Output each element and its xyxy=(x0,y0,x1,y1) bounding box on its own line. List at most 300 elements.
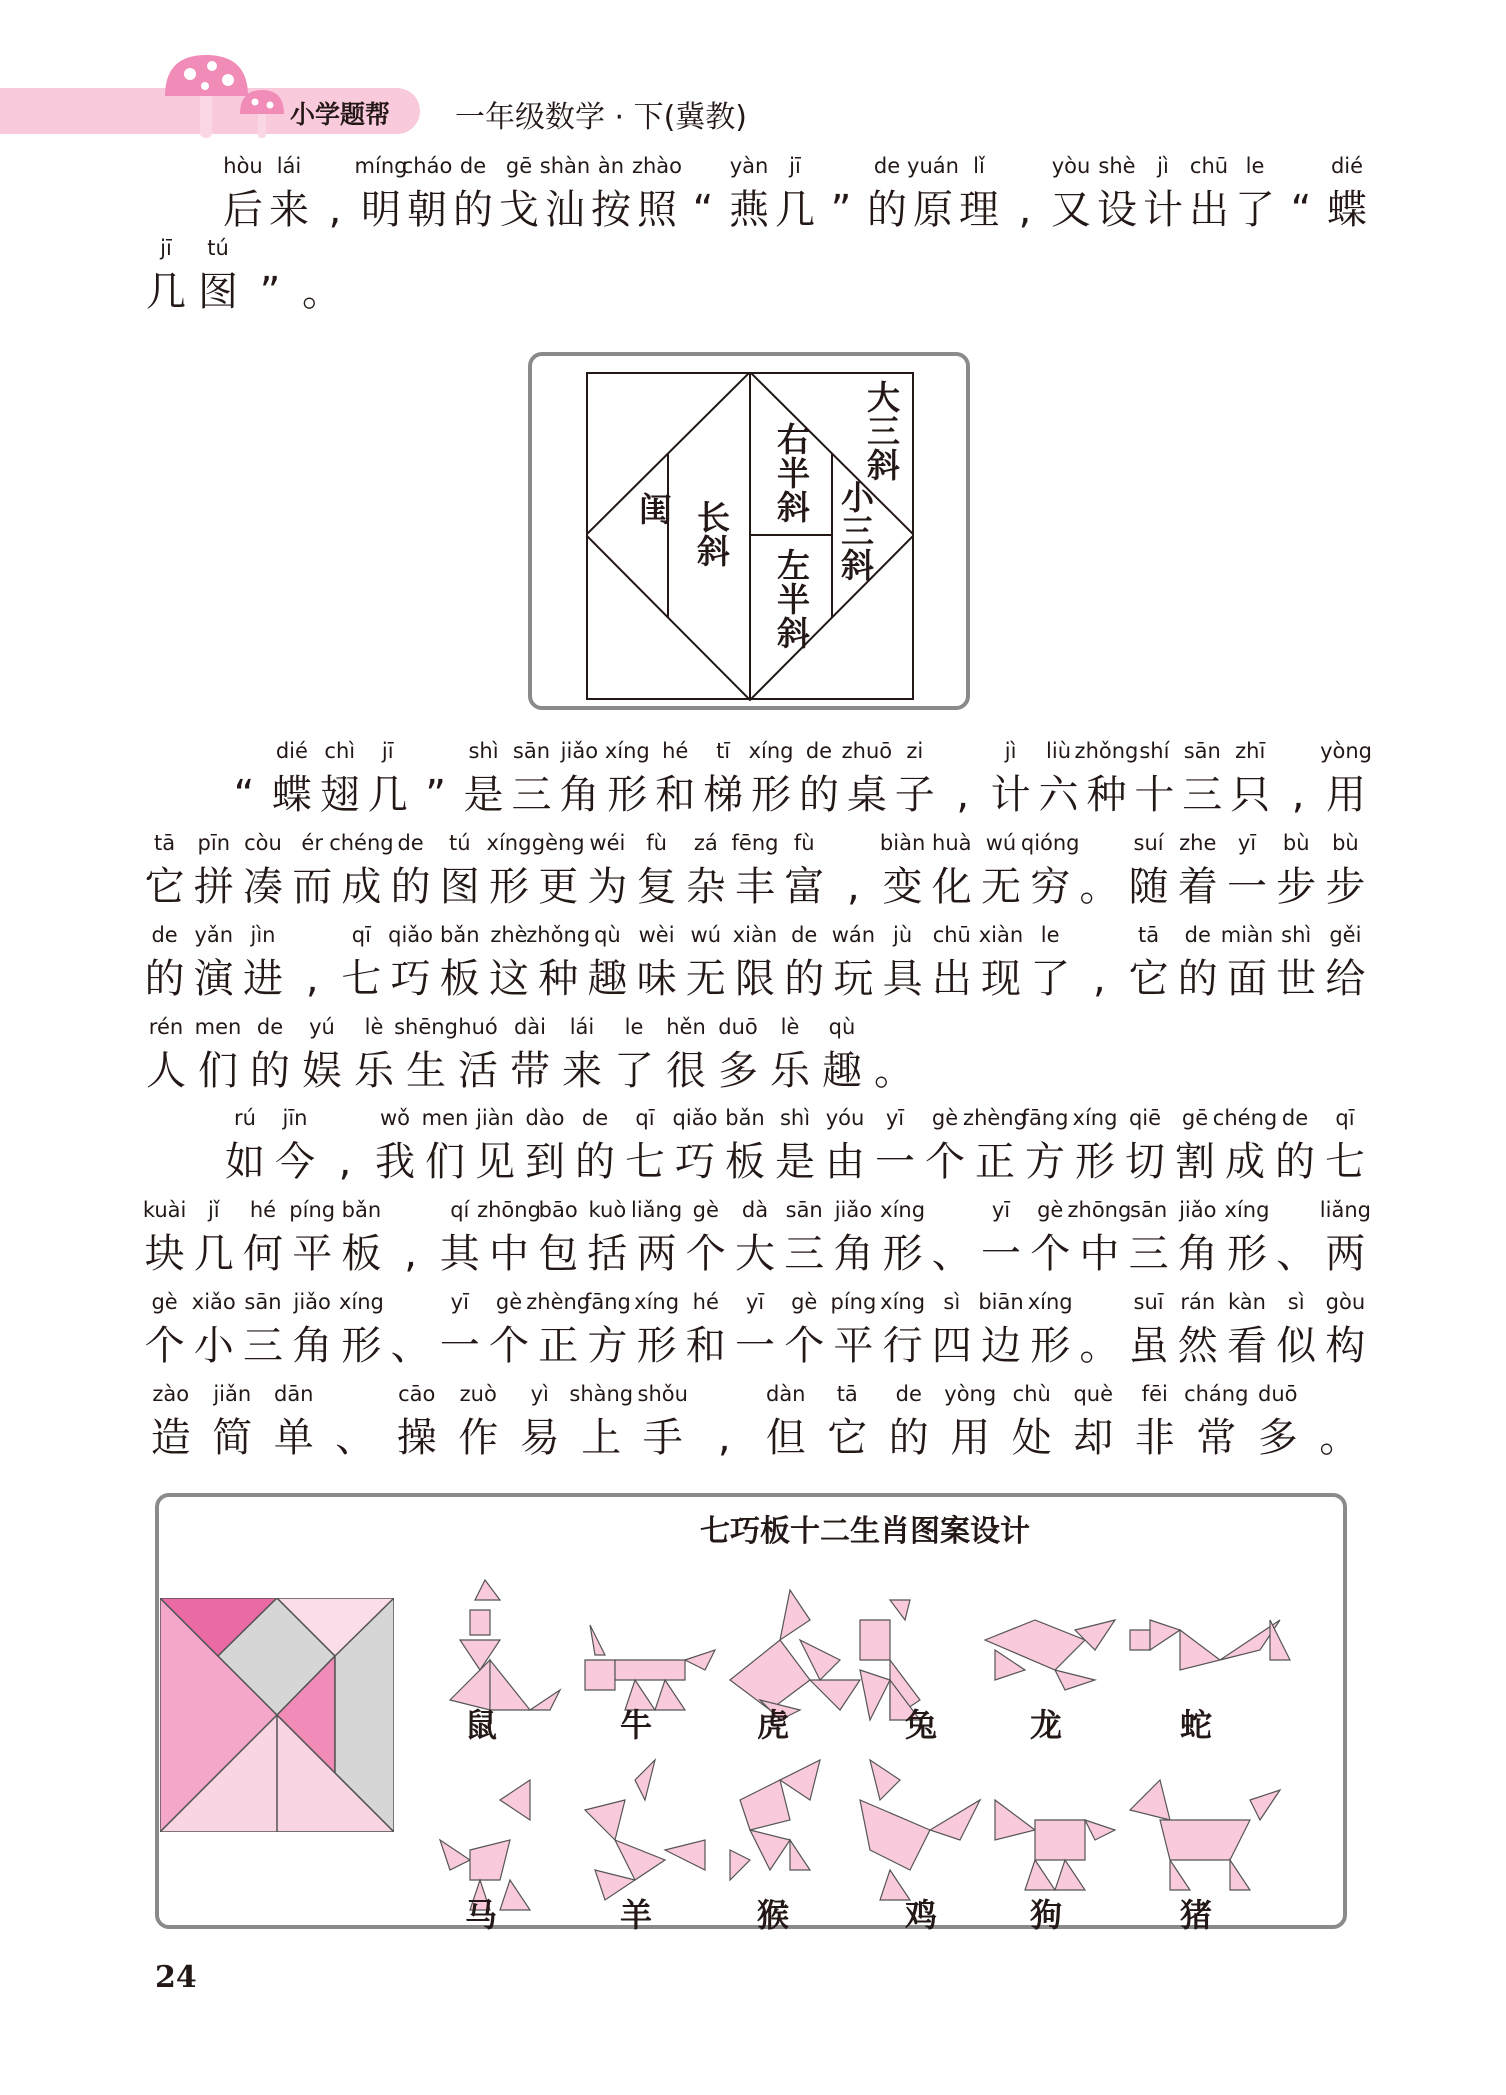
hanzi: 的 xyxy=(250,1048,290,1094)
pinyin: bǎn xyxy=(440,923,480,947)
hanzi: 一 xyxy=(980,1231,1021,1277)
pinyin: què xyxy=(1073,1382,1114,1406)
hanzi: 了 xyxy=(1235,187,1275,233)
pinyin: xíng xyxy=(1072,1106,1118,1130)
pinyin: dài xyxy=(513,1015,547,1039)
hanzi: , xyxy=(328,187,342,233)
hanzi: 易 xyxy=(519,1415,560,1461)
hanzi: 的 xyxy=(1177,956,1218,1002)
hanzi: 形 xyxy=(488,864,529,910)
hanzi: 我 xyxy=(375,1139,415,1185)
text-line xyxy=(0,1194,1506,1284)
hanzi: 理 xyxy=(959,187,999,233)
hanzi: 是 xyxy=(463,772,504,818)
pinyin: fù xyxy=(793,831,815,855)
pinyin: yī xyxy=(885,1106,905,1130)
label-small-triangle: 小三斜 xyxy=(836,480,875,582)
word xyxy=(435,919,484,1007)
pinyin: fāng xyxy=(583,1290,631,1314)
pinyin: jì xyxy=(1157,154,1169,178)
hanzi: 为 xyxy=(587,864,628,910)
pinyin: qiǎo xyxy=(388,923,434,947)
pinyin: le xyxy=(1245,154,1265,178)
hanzi: 拼 xyxy=(193,864,234,910)
pinyin: zhǒng xyxy=(526,923,591,947)
word xyxy=(266,150,312,238)
hanzi: 演 xyxy=(193,956,234,1002)
pinyin: zuò xyxy=(459,1382,497,1406)
word xyxy=(927,1194,976,1282)
zodiac-label-row1-1: 牛 xyxy=(620,1706,653,1744)
word xyxy=(312,150,358,238)
pinyin: cāo xyxy=(398,1382,436,1406)
hanzi: 一 xyxy=(439,1323,480,1369)
hanzi: 复 xyxy=(636,864,677,910)
pinyin: xíng xyxy=(1027,1290,1073,1314)
word xyxy=(632,1378,694,1466)
word xyxy=(325,1378,387,1466)
word xyxy=(1178,735,1226,823)
hanzi: 化 xyxy=(931,864,972,910)
pinyin: hé xyxy=(662,739,689,763)
word xyxy=(288,919,337,1007)
hanzi: 出 xyxy=(931,956,972,1002)
word xyxy=(140,1378,202,1466)
hanzi: , xyxy=(847,864,860,910)
word xyxy=(288,1286,337,1374)
word xyxy=(963,1102,1027,1190)
word xyxy=(681,919,730,1007)
pinyin: zá xyxy=(693,831,718,855)
pinyin: sān xyxy=(1130,1198,1168,1222)
hanzi: 燕 xyxy=(729,187,769,233)
pinyin: liǎng xyxy=(1319,1198,1371,1222)
word xyxy=(829,827,878,915)
pinyin: kuò xyxy=(588,1198,627,1222)
pinyin: hòu xyxy=(223,154,263,178)
hanzi: 无 xyxy=(685,956,726,1002)
hanzi: 三 xyxy=(1182,772,1223,818)
pinyin: jī xyxy=(160,236,172,260)
hanzi: 明 xyxy=(361,187,401,233)
pinyin: sān xyxy=(1183,739,1221,763)
hanzi: 形 xyxy=(607,772,648,818)
hanzi: 后 xyxy=(223,187,263,233)
pinyin: de xyxy=(397,831,424,855)
pinyin: yī xyxy=(450,1290,469,1314)
hanzi: 又 xyxy=(1051,187,1091,233)
pinyin: lái xyxy=(569,1015,595,1039)
hanzi: 、 xyxy=(335,1415,376,1461)
pinyin: jǐ xyxy=(207,1198,220,1222)
pinyin: tī xyxy=(716,739,731,763)
hanzi: 十 xyxy=(1134,772,1175,818)
word xyxy=(460,735,508,823)
word xyxy=(1173,1194,1222,1282)
word xyxy=(660,1011,712,1099)
hanzi: , xyxy=(1018,187,1032,233)
word xyxy=(1324,150,1370,238)
word xyxy=(1070,1102,1120,1190)
pinyin: yī xyxy=(991,1198,1011,1222)
pinyin: wǒ xyxy=(379,1106,411,1130)
word xyxy=(192,1011,244,1099)
word xyxy=(386,1286,435,1374)
hanzi: 无 xyxy=(980,864,1021,910)
word xyxy=(364,735,412,823)
hanzi: 中 xyxy=(488,1231,529,1277)
hanzi: 只 xyxy=(1230,772,1271,818)
pinyin: qù xyxy=(594,923,621,947)
word xyxy=(829,1286,878,1374)
hanzi: 却 xyxy=(1073,1415,1114,1461)
hanzi: 单 xyxy=(273,1415,314,1461)
hanzi: 边 xyxy=(980,1323,1021,1369)
word xyxy=(1140,150,1186,238)
zodiac-label-row1-4: 龙 xyxy=(1030,1706,1063,1744)
word xyxy=(588,150,634,238)
hanzi: 了 xyxy=(614,1048,654,1094)
pinyin: lǐ xyxy=(973,154,985,178)
pinyin: men xyxy=(421,1106,469,1130)
word xyxy=(496,150,542,238)
hanzi: 个 xyxy=(1030,1231,1071,1277)
word xyxy=(337,919,386,1007)
pinyin: fēi xyxy=(1141,1382,1168,1406)
pinyin: lái xyxy=(276,154,302,178)
hanzi: 形 xyxy=(1030,1323,1071,1369)
word xyxy=(632,919,681,1007)
word xyxy=(238,827,287,915)
hanzi: 原 xyxy=(913,187,953,233)
pinyin: yòng xyxy=(944,1382,997,1406)
hanzi: 。 xyxy=(1319,1415,1360,1461)
word xyxy=(608,1011,660,1099)
hanzi: 常 xyxy=(1196,1415,1237,1461)
word xyxy=(1226,735,1274,823)
pinyin: zào xyxy=(152,1382,190,1406)
pinyin: gè xyxy=(495,1290,523,1314)
pinyin: fù xyxy=(646,831,667,855)
word xyxy=(202,1378,264,1466)
hanzi: 的 xyxy=(867,187,907,233)
pinyin: rán xyxy=(1180,1290,1216,1314)
word xyxy=(829,1194,878,1282)
word xyxy=(268,735,316,823)
word xyxy=(484,827,533,915)
word xyxy=(386,1194,435,1282)
word xyxy=(1124,1194,1173,1282)
zodiac-label-row1-0: 鼠 xyxy=(465,1706,498,1744)
word xyxy=(631,150,683,238)
hanzi: 杂 xyxy=(685,864,726,910)
hanzi: 简 xyxy=(212,1415,253,1461)
hanzi: 平 xyxy=(292,1231,333,1277)
word xyxy=(220,1102,270,1190)
hanzi: 来 xyxy=(269,187,309,233)
text-line xyxy=(0,827,1506,917)
pinyin: shàng xyxy=(569,1382,634,1406)
word xyxy=(263,1378,325,1466)
hanzi: 巧 xyxy=(390,956,431,1002)
word xyxy=(189,827,238,915)
hanzi: 种 xyxy=(1086,772,1127,818)
hanzi: 、 xyxy=(390,1323,431,1369)
word xyxy=(1321,827,1370,915)
word xyxy=(730,1194,779,1282)
hanzi: 富 xyxy=(784,864,825,910)
word xyxy=(770,1102,820,1190)
word xyxy=(1075,919,1124,1007)
hanzi: 。 xyxy=(302,269,342,315)
word xyxy=(1309,1378,1371,1466)
pinyin: qiǎo xyxy=(672,1106,718,1130)
pinyin: yī xyxy=(745,1290,765,1314)
hanzi: 非 xyxy=(1134,1415,1175,1461)
word xyxy=(632,1286,681,1374)
word xyxy=(1020,1102,1070,1190)
pinyin: wú xyxy=(985,831,1017,855)
pinyin: gè xyxy=(1037,1198,1064,1222)
hanzi: 巧 xyxy=(675,1139,715,1185)
word xyxy=(1075,1286,1124,1374)
hanzi: , xyxy=(305,956,319,1002)
pinyin: dié xyxy=(1330,154,1364,178)
text-line xyxy=(0,150,1506,240)
word xyxy=(571,1378,633,1466)
pinyin: jiǎo xyxy=(560,739,599,763)
hanzi: 来 xyxy=(562,1048,602,1094)
pinyin: jìn xyxy=(250,923,276,947)
pinyin: shì xyxy=(468,739,499,763)
word xyxy=(820,1102,870,1190)
hanzi: 四 xyxy=(931,1323,972,1369)
hanzi: 角 xyxy=(1177,1231,1218,1277)
pinyin: shǒu xyxy=(637,1382,688,1406)
word xyxy=(1222,1286,1271,1374)
word xyxy=(220,150,266,238)
pinyin: qióng xyxy=(1020,831,1080,855)
hanzi: 几 xyxy=(193,1231,234,1277)
pinyin: chéng xyxy=(1212,1106,1278,1130)
pinyin: de xyxy=(1184,923,1211,947)
word xyxy=(583,1194,632,1282)
pinyin: jiàn xyxy=(476,1106,514,1130)
pinyin: wéi xyxy=(589,831,626,855)
hanzi: 穷 xyxy=(1030,864,1071,910)
word xyxy=(1074,735,1139,823)
pinyin: de xyxy=(873,154,901,178)
word xyxy=(470,1102,520,1190)
hanzi: 行 xyxy=(882,1323,923,1369)
word xyxy=(450,150,496,238)
hanzi: 着 xyxy=(1177,864,1218,910)
hanzi: 用 xyxy=(1326,772,1367,818)
pinyin: xiàn xyxy=(978,923,1024,947)
pinyin: men xyxy=(194,1015,242,1039)
hanzi: 几 xyxy=(146,269,186,315)
word xyxy=(1048,150,1094,238)
word xyxy=(1094,150,1140,238)
word xyxy=(1026,919,1075,1007)
pinyin: hé xyxy=(249,1198,277,1222)
pinyin: yóu xyxy=(825,1106,865,1130)
hanzi: 形 xyxy=(341,1323,382,1369)
zodiac-label-row2-0: 马 xyxy=(465,1896,498,1934)
hanzi: 计 xyxy=(1143,187,1183,233)
word xyxy=(520,1102,570,1190)
word xyxy=(477,1194,541,1282)
word xyxy=(878,1378,940,1466)
word xyxy=(681,1194,730,1282)
hanzi: 平 xyxy=(833,1323,874,1369)
pinyin: de xyxy=(256,1015,284,1039)
hanzi: 其 xyxy=(439,1231,480,1277)
word xyxy=(420,1102,470,1190)
hanzi: 很 xyxy=(666,1048,706,1094)
word xyxy=(401,150,453,238)
pinyin: gè xyxy=(931,1106,959,1130)
pinyin: qī xyxy=(351,923,371,947)
word xyxy=(976,1194,1025,1282)
word xyxy=(1124,1378,1186,1466)
hanzi: 蝶 xyxy=(271,772,312,818)
hanzi: 三 xyxy=(1128,1231,1169,1277)
pinyin: suī xyxy=(1133,1290,1164,1314)
hanzi: 进 xyxy=(242,956,283,1002)
word xyxy=(348,1011,400,1099)
word xyxy=(864,150,910,238)
pinyin: jīn xyxy=(282,1106,308,1130)
pinyin: gòu xyxy=(1325,1290,1366,1314)
pinyin: gěi xyxy=(1329,923,1362,947)
word xyxy=(1320,1102,1370,1190)
word xyxy=(288,1194,337,1282)
word xyxy=(1321,919,1370,1007)
hanzi: 正 xyxy=(975,1139,1015,1185)
hanzi: 乐 xyxy=(354,1048,394,1094)
word xyxy=(244,1011,296,1099)
word xyxy=(316,735,364,823)
word xyxy=(1274,735,1322,823)
word xyxy=(526,919,591,1007)
word xyxy=(270,1102,320,1190)
word xyxy=(816,1011,868,1099)
word xyxy=(1020,827,1080,915)
word xyxy=(747,735,795,823)
pinyin: tú xyxy=(207,236,229,260)
hanzi: 变 xyxy=(882,864,923,910)
hanzi: 。 xyxy=(1079,1323,1120,1369)
hanzi: 构 xyxy=(1325,1323,1366,1369)
text-line xyxy=(0,1286,1506,1376)
word xyxy=(1075,827,1124,915)
hanzi: 具 xyxy=(882,956,923,1002)
pinyin: chì xyxy=(324,739,356,763)
hanzi: 和 xyxy=(655,772,696,818)
word xyxy=(320,1102,370,1190)
word xyxy=(817,1378,879,1466)
hanzi: 形 xyxy=(1075,1139,1115,1185)
word xyxy=(878,1194,927,1282)
hanzi: 角 xyxy=(292,1323,333,1369)
label-left-half: 左半斜 xyxy=(772,548,811,650)
hanzi: 的 xyxy=(888,1415,929,1461)
pinyin: bǎn xyxy=(341,1198,382,1222)
hanzi: 大 xyxy=(734,1231,775,1277)
hanzi: 丰 xyxy=(734,864,775,910)
hanzi: 梯 xyxy=(703,772,744,818)
word xyxy=(386,1378,448,1466)
hanzi: 朝 xyxy=(407,187,447,233)
text-line xyxy=(0,1102,1506,1192)
label-big-triangle: 大三斜 xyxy=(862,380,901,482)
pinyin: gè xyxy=(151,1290,178,1314)
pinyin: gè xyxy=(791,1290,818,1314)
pinyin: xíng xyxy=(748,739,794,763)
text-line xyxy=(0,232,1506,322)
word xyxy=(189,1194,238,1282)
hanzi: 了 xyxy=(1030,956,1071,1002)
pinyin: lè xyxy=(364,1015,384,1039)
pinyin: wèi xyxy=(638,923,675,947)
pinyin: shàn xyxy=(539,154,591,178)
hanzi: 这 xyxy=(488,956,529,1002)
word xyxy=(337,1194,386,1282)
pinyin: yǎn xyxy=(194,923,234,947)
hanzi: 形 xyxy=(882,1231,923,1277)
hanzi: 按 xyxy=(591,187,631,233)
hanzi: 三 xyxy=(242,1323,283,1369)
header-brand: 小学题帮 xyxy=(290,100,391,129)
hanzi: 娱 xyxy=(302,1048,342,1094)
hanzi: 割 xyxy=(1175,1139,1215,1185)
pinyin: fēng xyxy=(731,831,779,855)
hanzi: 的 xyxy=(144,956,185,1002)
word xyxy=(726,150,772,238)
pinyin: jì xyxy=(1004,739,1017,763)
pinyin: jù xyxy=(893,923,913,947)
pinyin: tā xyxy=(1138,923,1160,947)
hanzi: 凑 xyxy=(242,864,283,910)
mushroom-icon xyxy=(160,50,290,140)
word xyxy=(1186,150,1232,238)
hanzi: , xyxy=(1093,956,1106,1002)
pinyin: qiē xyxy=(1128,1106,1162,1130)
hanzi: 似 xyxy=(1276,1323,1317,1369)
hanzi: , xyxy=(717,1415,731,1461)
hanzi: 几 xyxy=(775,187,815,233)
pinyin: biàn xyxy=(879,831,926,855)
word xyxy=(539,150,591,238)
word xyxy=(244,232,296,320)
hanzi: 乐 xyxy=(770,1048,810,1094)
hanzi: 味 xyxy=(636,956,677,1002)
word xyxy=(1278,150,1324,238)
word xyxy=(603,735,651,823)
pinyin: dào xyxy=(525,1106,565,1130)
word xyxy=(680,150,726,238)
word xyxy=(526,1286,591,1374)
hanzi: 板 xyxy=(725,1139,765,1185)
hanzi: 见 xyxy=(475,1139,515,1185)
pinyin: hěn xyxy=(666,1015,706,1039)
pinyin: yòng xyxy=(1320,739,1372,763)
hanzi: 由 xyxy=(825,1139,865,1185)
word xyxy=(583,919,632,1007)
hanzi: 形 xyxy=(1226,1231,1267,1277)
word xyxy=(730,919,779,1007)
